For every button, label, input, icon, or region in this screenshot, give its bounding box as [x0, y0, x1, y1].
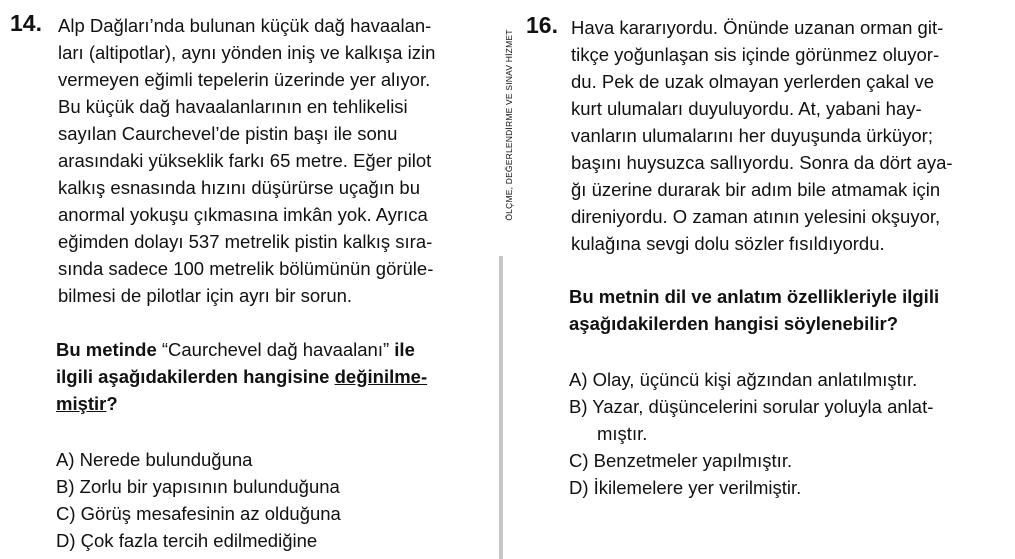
question-line: ilgili aşağıdakilerden hangisine değinilme-	[56, 366, 428, 387]
passage-line: bilmesi de pilotlar için ayrı bir sorun.	[58, 285, 353, 306]
passage-line: sayılan Caurchevel’de pistin başı ile sonu	[58, 123, 398, 144]
passage-line: arasındaki yükseklik farkı 65 metre. Eğer pilot	[58, 150, 432, 171]
side-label: ÖLÇME, DEĞERLENDİRME VE SINAV HİZMET	[504, 29, 514, 221]
option-d[interactable]: D) İkilemelere yer verilmiştir.	[569, 477, 802, 498]
passage-line: sında sadece 100 metrelik bölümünün görüle-	[58, 258, 434, 279]
passage-line: kurt ulumaları duyuluyordu. At, yabani hay-	[571, 98, 922, 119]
question-line: miştir?	[56, 393, 118, 414]
passage-line: du. Pek de uzak olmayan yerlerden çakal ve	[571, 71, 935, 92]
passage-line: Alp Dağları’nda bulunan küçük dağ havaalan-	[58, 15, 432, 36]
option-b[interactable]: B) Zorlu bir yapısının bulunduğuna	[56, 476, 340, 497]
passage-line: Hava kararıyordu. Önünde uzanan orman git-	[571, 17, 944, 38]
question-line: aşağıdakilerden hangisi söylenebilir?	[569, 313, 898, 334]
option-d[interactable]: D) Çok fazla tercih edilmediğine	[56, 530, 318, 551]
option-c[interactable]: C) Görüş mesafesinin az olduğuna	[56, 503, 341, 524]
passage-line: anormal yokuşu çıkmasına imkân yok. Ayrıca	[58, 204, 428, 225]
column-divider	[499, 256, 503, 559]
passage-line: kalkış esnasında hızını düşürürse uçağın bu	[58, 177, 420, 198]
passage-line: başını huysuzca sallıyordu. Sonra da dört aya-	[571, 152, 953, 173]
option-c[interactable]: C) Benzetmeler yapılmıştır.	[569, 450, 793, 471]
option-a[interactable]: A) Olay, üçüncü kişi ağzından anlatılmıştır.	[569, 369, 918, 390]
option-b-continued[interactable]: mıştır.	[597, 423, 648, 444]
passage-line: kulağına sevgi dolu sözler fısıldıyordu.	[571, 233, 885, 254]
question-line: Bu metnin dil ve anlatım özellikleriyle ilgili	[569, 286, 940, 307]
passage-line: direniyordu. O zaman atının yelesini okşuyor,	[571, 206, 941, 227]
passage-line: eğimden dolayı 537 metrelik pistin kalkış sıra-	[58, 231, 433, 252]
passage-line: tikçe yoğunlaşan sis içinde görünmez oluyor-	[571, 44, 940, 65]
option-b[interactable]: B) Yazar, düşüncelerini sorular yoluyla anlat-	[569, 396, 934, 417]
passage-line: vanların ulumalarını her duyuşunda ürküyor;	[571, 125, 933, 146]
question-line: Bu metinde “Caurchevel dağ havaalanı” ile	[56, 339, 415, 360]
passage-line: ğı üzerine durarak bir adım bile atmamak için	[571, 179, 941, 200]
option-a[interactable]: A) Nerede bulunduğuna	[56, 449, 253, 470]
passage-line: ları (altipotlar), aynı yönden iniş ve kalkışa izin	[58, 42, 436, 63]
passage-line: vermeyen eğimli tepelerin üzerinde yer alıyor.	[58, 69, 431, 90]
question-number: 14.	[10, 10, 42, 36]
passage-line: Bu küçük dağ havaalanlarının en tehlikelisi	[58, 96, 408, 117]
question-number: 16.	[526, 12, 558, 38]
